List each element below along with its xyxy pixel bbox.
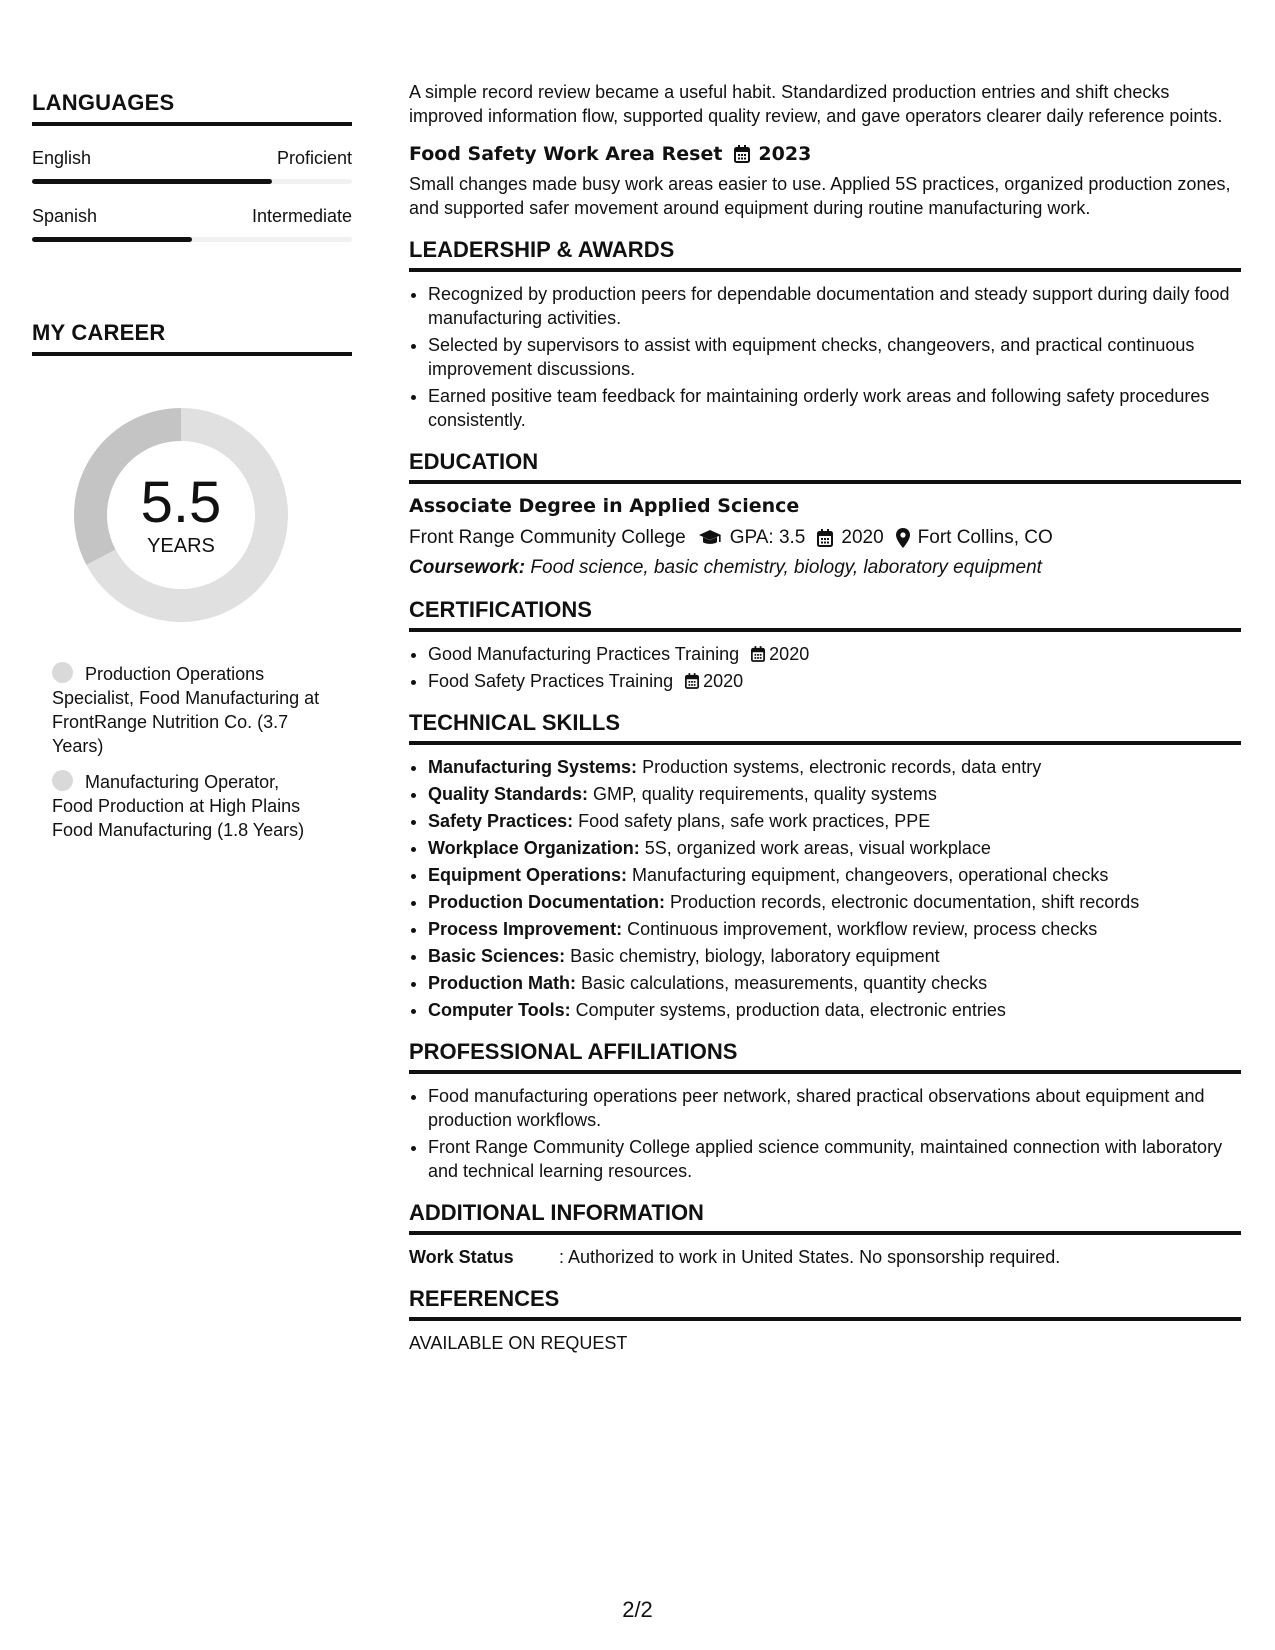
education-heading: EDUCATION [409,450,1241,484]
project-title-row [409,142,1241,166]
graduation-cap-icon [698,529,722,547]
language-name: Spanish [32,206,98,226]
skill-item [428,782,1241,806]
skill-label: Production Math: [428,973,576,993]
skill-item [428,809,1241,833]
list-item: • Earned positive team feedback for maintaining orderly work areas and following safety procedures consistently. [428,384,1241,432]
calendar-icon [685,673,699,689]
education-section [409,450,1241,580]
certifications-list [409,642,1241,693]
certification-name: • Good Manufacturing Practices Training [428,644,740,664]
skill-item [428,917,1241,941]
skill-item [428,890,1241,914]
skill-value: Manufacturing equipment, changeovers, operational checks [632,865,1109,885]
languages-list [32,148,352,242]
education-coursework [409,556,1241,580]
career-legend-dot [52,662,73,683]
language-proficiency-bar [32,237,352,242]
skill-value: GMP, quality requirements, quality systems [593,784,937,804]
education-location: Fort Collins, CO [917,527,1053,548]
coursework-label: Coursework: [409,557,526,578]
skill-item [428,836,1241,860]
work-status-label: Work Status [409,1247,514,1267]
language-row [32,206,352,227]
work-status-value: : Authorized to work in United States. No sponsorship required. [559,1247,1061,1267]
skill-label: Basic Sciences: [428,946,566,966]
skill-value: 5S, organized work areas, visual workplace [644,838,991,858]
career-heading: MY CAREER [32,320,352,356]
education-meta [409,526,1241,550]
skill-item [428,971,1241,995]
skill-value: Production systems, electronic records, data entry [642,757,1042,777]
references-heading: REFERENCES [409,1287,1241,1321]
languages-section [32,90,352,242]
language-proficiency-fill [32,237,192,242]
references-section [409,1287,1241,1355]
work-status-row [409,1245,1241,1269]
project-intro: A simple record review became a useful habit. Standardized production entries and shift checks improved information flow, supported quality review, and gave operators clearer daily reference points. [409,82,1223,126]
skill-label: Workplace Organization: [428,838,640,858]
languages-heading: LANGUAGES [32,90,352,126]
skill-item [428,944,1241,968]
career-section [32,320,352,842]
skills-list [409,755,1241,1022]
main-content [409,80,1241,1355]
skill-label: Computer Tools: [428,1000,571,1020]
leadership-heading: LEADERSHIP & AWARDS [409,238,1241,272]
project-year: 2023 [758,143,812,165]
projects-section [409,80,1241,220]
skill-value: Computer systems, production data, electronic entries [575,1000,1006,1020]
career-item [52,770,320,842]
affiliations-list [409,1084,1241,1183]
skill-item [428,863,1241,887]
career-item [52,662,320,758]
education-year: 2020 [841,527,884,548]
language-level: Intermediate [251,206,352,226]
list-item [428,642,1241,666]
leadership-section [409,238,1241,432]
education-degree: Associate Degree in Applied Science [409,495,800,517]
language-level: Proficient [276,148,352,168]
project-title: Food Safety Work Area Reset [409,143,723,165]
skill-value: Food safety plans, safe work practices, PPE [578,811,931,831]
career-item-text: Production Operations Specialist, Food Manufacturing at FrontRange Nutrition Co. (3.7 Years) [52,664,320,756]
list-item: • Front Range Community College applied science community, maintained connection with laboratory and technical learning resources. [428,1135,1241,1183]
affiliations-heading: PROFESSIONAL AFFILIATIONS [409,1040,1241,1074]
certification-year: 2020 [703,671,744,691]
language-proficiency-bar [32,179,352,184]
career-donut [66,400,296,630]
career-legend-dot [52,770,73,791]
calendar-icon [751,646,765,662]
coursework-text: Food science, basic chemistry, biology, laboratory equipment [530,557,1042,578]
career-total-unit: YEARS [147,534,215,557]
list-item [428,669,1241,693]
project-description: Small changes made busy work areas easier to use. Applied 5S practices, organized production zones, and supported safer movement around equipment during routine manufacturing work. [409,174,1231,218]
certifications-section [409,598,1241,693]
sidebar [32,90,352,854]
additional-heading: ADDITIONAL INFORMATION [409,1201,1241,1235]
language-row [32,148,352,169]
skill-item [428,998,1241,1022]
education-school: Front Range Community College [409,527,686,548]
skill-label: Production Documentation: [428,892,665,912]
skills-section [409,711,1241,1022]
skill-label: Process Improvement: [428,919,623,939]
skill-label: Quality Standards: [428,784,589,804]
skill-label: Equipment Operations: [428,865,628,885]
career-list [32,662,352,842]
language-name: English [32,148,92,168]
career-item-text: Manufacturing Operator, Food Production at High Plains Food Manufacturing (1.8 Years) [52,772,305,840]
skill-label: Safety Practices: [428,811,574,831]
certifications-heading: CERTIFICATIONS [409,598,1241,632]
skill-label: Manufacturing Systems: [428,757,638,777]
calendar-icon [734,145,750,163]
affiliations-section [409,1040,1241,1183]
skill-item [428,755,1241,779]
certification-year: 2020 [769,644,810,664]
page-number: 2/2 [622,1597,653,1622]
career-total-years: 5.5 [140,469,222,535]
skill-value: Production records, electronic documentation, shift records [670,892,1140,912]
skills-heading: TECHNICAL SKILLS [409,711,1241,745]
calendar-icon [817,529,833,547]
education-gpa: GPA: 3.5 [729,527,806,548]
skill-value: Basic chemistry, biology, laboratory equipment [570,946,940,966]
location-pin-icon [896,528,910,548]
skill-value: Continuous improvement, workflow review, process checks [627,919,1098,939]
language-proficiency-fill [32,179,272,184]
additional-section [409,1201,1241,1269]
list-item: • Selected by supervisors to assist with equipment checks, changeovers, and practical continuous improvement discussions. [428,333,1241,381]
list-item: • Recognized by production peers for dependable documentation and steady support during daily food manufacturing activities. [428,282,1241,330]
list-item: • Food manufacturing operations peer network, shared practical observations about equipment and production workflows. [428,1084,1241,1132]
skill-value: Basic calculations, measurements, quantity checks [581,973,988,993]
certification-name: • Food Safety Practices Training [428,671,674,691]
leadership-list [409,282,1241,432]
references-text: AVAILABLE ON REQUEST [409,1333,628,1353]
